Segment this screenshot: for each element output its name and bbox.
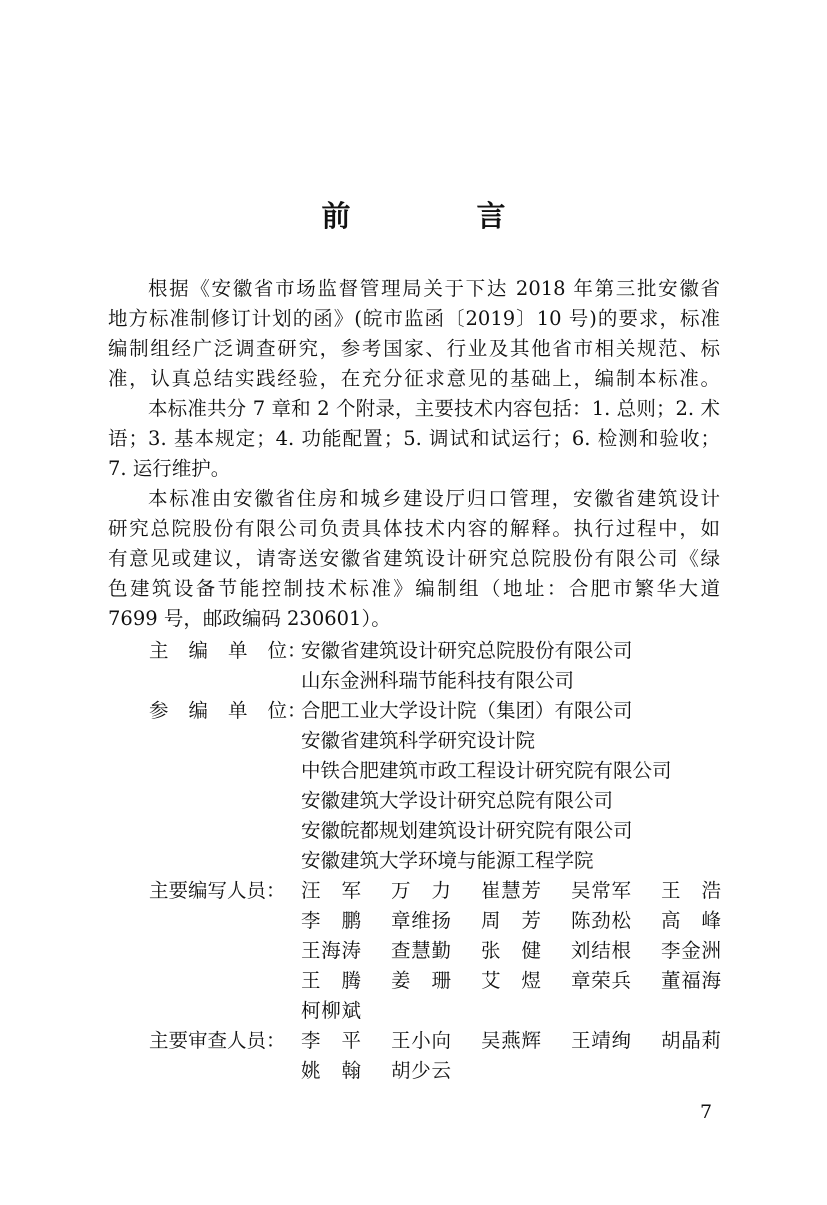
person-name: 吴燕辉 — [481, 1029, 541, 1052]
page-number: 7 — [700, 1101, 713, 1123]
person-name: 刘结根 — [571, 939, 631, 962]
person-name: 张 健 — [481, 939, 541, 962]
person-name: 查慧勤 — [391, 939, 451, 962]
main-drafters-label: 主要编写人员： — [149, 879, 286, 902]
chief-unit: 山东金洲科瑞节能科技有限公司 — [301, 669, 575, 692]
text-line: 色建筑设备节能控制技术标准》编制组（地址：合肥市繁华大道 — [108, 577, 720, 600]
person-name: 崔慧芳 — [481, 879, 541, 902]
name-row — [301, 1056, 721, 1086]
person-name: 章维扬 — [391, 909, 451, 932]
person-name: 姚 翰 — [301, 1059, 361, 1082]
page-title: 前 言 — [321, 199, 564, 233]
text-line: 地方标准制修订计划的函》(皖市监函〔2019〕10 号)的要求，标准 — [108, 307, 720, 330]
text-line: 本标准由安徽省住房和城乡建设厅归口管理，安徽省建筑设计 — [148, 487, 720, 510]
person-name: 李 平 — [301, 1029, 361, 1052]
person-name: 王 浩 — [661, 879, 721, 902]
person-name: 吴常军 — [571, 879, 631, 902]
preface-paragraph-1 — [108, 274, 720, 394]
preface-paragraph-3 — [108, 484, 720, 634]
participating-unit: 安徽建筑大学环境与能源工程学院 — [301, 849, 594, 872]
name-row — [301, 996, 721, 1026]
text-line: 编制组经广泛调查研究，参考国家、行业及其他省市相关规范、标 — [108, 337, 720, 360]
person-name: 王小向 — [391, 1029, 451, 1052]
chief-unit: 安徽省建筑设计研究总院股份有限公司 — [301, 639, 633, 662]
text-line: 7. 运行维护。 — [108, 457, 231, 480]
person-name: 王海涛 — [301, 939, 361, 962]
person-name: 姜 珊 — [391, 969, 451, 992]
person-name: 王靖绚 — [571, 1029, 631, 1052]
preface-paragraph-2 — [108, 394, 720, 484]
main-reviewers-label: 主要审查人员： — [149, 1029, 286, 1052]
text-line: 7699 号，邮政编码 230601）。 — [108, 607, 391, 630]
participating-unit: 安徽省建筑科学研究设计院 — [301, 729, 536, 752]
name-row — [301, 906, 721, 936]
participating-unit: 安徽皖都规划建筑设计研究院有限公司 — [301, 819, 633, 842]
person-name: 艾 煜 — [481, 969, 541, 992]
chief-units-label: 主编单位： — [149, 639, 307, 662]
name-row — [301, 966, 721, 996]
text-line: 准，认真总结实践经验，在充分征求意见的基础上，编制本标准。 — [108, 367, 720, 390]
participating-units-label: 参编单位： — [149, 699, 307, 722]
text-line: 语；3. 基本规定；4. 功能配置；5. 调试和试运行；6. 检测和验收； — [108, 427, 720, 450]
participating-unit: 安徽建筑大学设计研究总院有限公司 — [301, 789, 614, 812]
person-name: 王 腾 — [301, 969, 361, 992]
person-name: 李 鹏 — [301, 909, 361, 932]
person-name: 胡少云 — [391, 1059, 451, 1082]
name-row — [301, 876, 721, 906]
person-name: 高 峰 — [661, 909, 721, 932]
person-name: 章荣兵 — [571, 969, 631, 992]
text-line: 本标准共分 7 章和 2 个附录，主要技术内容包括：1. 总则；2. 术 — [148, 397, 720, 420]
participating-unit: 合肥工业大学设计院（集团）有限公司 — [301, 699, 633, 722]
name-row — [301, 936, 721, 966]
person-name: 胡晶莉 — [661, 1029, 721, 1052]
participating-unit: 中铁合肥建筑市政工程设计研究院有限公司 — [301, 759, 672, 782]
person-name: 周 芳 — [481, 909, 541, 932]
text-line: 研究总院股份有限公司负责具体技术内容的解释。执行过程中，如 — [108, 517, 720, 540]
person-name: 万 力 — [391, 879, 451, 902]
person-name: 陈劲松 — [571, 909, 631, 932]
text-line: 有意见或建议，请寄送安徽省建筑设计研究总院股份有限公司《绿 — [108, 547, 720, 570]
person-name: 李金洲 — [661, 939, 721, 962]
text-line: 根据《安徽省市场监督管理局关于下达 2018 年第三批安徽省 — [148, 277, 720, 300]
name-row — [301, 1026, 721, 1056]
person-name: 汪 军 — [301, 879, 361, 902]
person-name: 董福海 — [661, 969, 721, 992]
person-name: 柯柳斌 — [301, 999, 361, 1022]
